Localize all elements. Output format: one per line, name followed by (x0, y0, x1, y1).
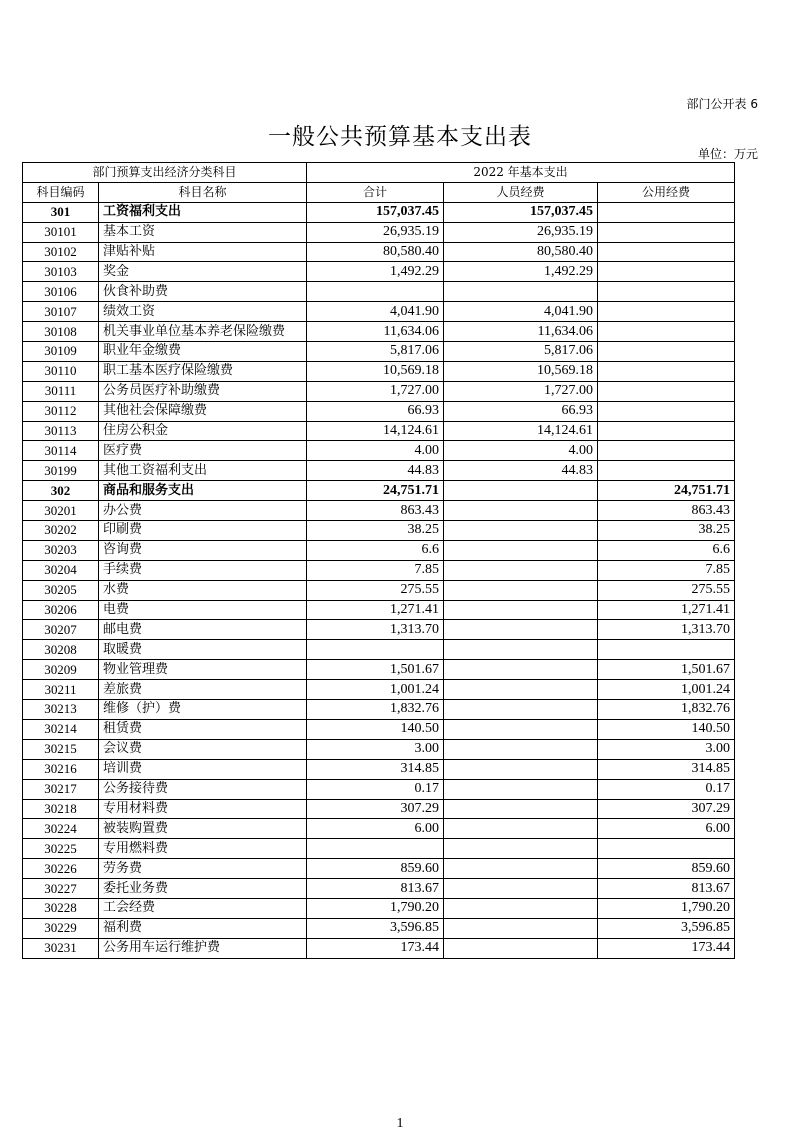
total-cell: 3.00 (307, 739, 444, 759)
name-cell: 公务员医疗补助缴费 (99, 381, 307, 401)
personnel-cell (444, 819, 598, 839)
personnel-cell (444, 540, 598, 560)
code-cell: 30204 (23, 560, 99, 580)
total-cell: 7.85 (307, 560, 444, 580)
personnel-cell: 4,041.90 (444, 302, 598, 322)
public-cell: 3.00 (598, 739, 735, 759)
personnel-cell (444, 799, 598, 819)
code-cell: 30231 (23, 938, 99, 958)
table-row (23, 501, 735, 521)
personnel-cell (444, 620, 598, 640)
name-cell: 基本工资 (99, 222, 307, 242)
name-cell: 其他社会保障缴费 (99, 401, 307, 421)
code-cell: 30228 (23, 898, 99, 918)
public-cell: 24,751.71 (598, 481, 735, 501)
total-cell: 1,790.20 (307, 898, 444, 918)
table-row (23, 839, 735, 859)
table-row (23, 401, 735, 421)
personnel-cell (444, 660, 598, 680)
code-cell: 30214 (23, 719, 99, 739)
table-row (23, 242, 735, 262)
name-cell: 住房公积金 (99, 421, 307, 441)
table-body (23, 202, 735, 958)
public-cell: 863.43 (598, 501, 735, 521)
table-row (23, 262, 735, 282)
personnel-cell: 80,580.40 (444, 242, 598, 262)
name-cell: 会议费 (99, 739, 307, 759)
personnel-cell: 5,817.06 (444, 342, 598, 362)
table-row (23, 560, 735, 580)
name-cell: 物业管理费 (99, 660, 307, 680)
name-cell: 其他工资福利支出 (99, 461, 307, 481)
personnel-cell: 1,492.29 (444, 262, 598, 282)
name-cell: 取暖费 (99, 640, 307, 660)
public-cell: 314.85 (598, 759, 735, 779)
total-cell: 1,001.24 (307, 680, 444, 700)
public-cell: 275.55 (598, 580, 735, 600)
table-row (23, 799, 735, 819)
budget-table (22, 162, 735, 959)
code-cell: 30199 (23, 461, 99, 481)
code-cell: 30213 (23, 700, 99, 720)
public-cell: 38.25 (598, 521, 735, 541)
table-row (23, 282, 735, 302)
table-row (23, 719, 735, 739)
public-cell (598, 839, 735, 859)
total-cell (307, 640, 444, 660)
total-cell: 1,313.70 (307, 620, 444, 640)
name-cell: 津贴补贴 (99, 242, 307, 262)
name-cell: 绩效工资 (99, 302, 307, 322)
code-cell: 30201 (23, 501, 99, 521)
personnel-cell: 4.00 (444, 441, 598, 461)
total-cell: 24,751.71 (307, 481, 444, 501)
total-cell: 140.50 (307, 719, 444, 739)
name-cell: 被装购置费 (99, 819, 307, 839)
total-cell: 1,271.41 (307, 600, 444, 620)
personnel-cell (444, 879, 598, 899)
personnel-cell: 14,124.61 (444, 421, 598, 441)
table-row (23, 580, 735, 600)
total-cell: 173.44 (307, 938, 444, 958)
total-cell: 307.29 (307, 799, 444, 819)
total-cell: 813.67 (307, 879, 444, 899)
total-cell: 0.17 (307, 779, 444, 799)
group-header-classification: 部门预算支出经济分类科目 (23, 163, 307, 183)
table-row (23, 680, 735, 700)
code-cell: 30109 (23, 342, 99, 362)
public-cell (598, 640, 735, 660)
table-row (23, 779, 735, 799)
code-cell: 30110 (23, 361, 99, 381)
name-cell: 印刷费 (99, 521, 307, 541)
column-header-personnel: 人员经费 (444, 182, 598, 202)
name-cell: 租赁费 (99, 719, 307, 739)
name-cell: 公务用车运行维护费 (99, 938, 307, 958)
public-cell (598, 441, 735, 461)
public-cell: 1,313.70 (598, 620, 735, 640)
public-cell: 859.60 (598, 859, 735, 879)
public-cell: 307.29 (598, 799, 735, 819)
name-cell: 职工基本医疗保险缴费 (99, 361, 307, 381)
public-cell (598, 242, 735, 262)
total-cell: 4,041.90 (307, 302, 444, 322)
personnel-cell (444, 521, 598, 541)
code-cell: 30224 (23, 819, 99, 839)
table-row (23, 759, 735, 779)
table-row (23, 700, 735, 720)
public-cell: 1,001.24 (598, 680, 735, 700)
personnel-cell: 157,037.45 (444, 202, 598, 222)
total-cell: 157,037.45 (307, 202, 444, 222)
name-cell: 工资福利支出 (99, 202, 307, 222)
code-cell: 30108 (23, 322, 99, 342)
personnel-cell (444, 898, 598, 918)
personnel-cell (444, 560, 598, 580)
code-cell: 302 (23, 481, 99, 501)
code-cell: 30101 (23, 222, 99, 242)
table-row (23, 342, 735, 362)
table-row (23, 938, 735, 958)
public-cell (598, 302, 735, 322)
table-row (23, 222, 735, 242)
personnel-cell: 26,935.19 (444, 222, 598, 242)
total-cell: 80,580.40 (307, 242, 444, 262)
name-cell: 邮电费 (99, 620, 307, 640)
public-cell: 173.44 (598, 938, 735, 958)
code-cell: 30103 (23, 262, 99, 282)
total-cell: 6.00 (307, 819, 444, 839)
page-number: 1 (396, 1116, 404, 1131)
page-title: 一般公共预算基本支出表 (268, 124, 532, 150)
personnel-cell: 10,569.18 (444, 361, 598, 381)
personnel-cell (444, 938, 598, 958)
name-cell: 机关事业单位基本养老保险缴费 (99, 322, 307, 342)
personnel-cell (444, 918, 598, 938)
code-cell: 30114 (23, 441, 99, 461)
column-header-public: 公用经费 (598, 182, 735, 202)
public-cell (598, 381, 735, 401)
personnel-cell: 66.93 (444, 401, 598, 421)
public-cell: 3,596.85 (598, 918, 735, 938)
public-cell: 1,501.67 (598, 660, 735, 680)
code-cell: 301 (23, 202, 99, 222)
public-cell: 1,832.76 (598, 700, 735, 720)
name-cell: 专用燃料费 (99, 839, 307, 859)
name-cell: 公务接待费 (99, 779, 307, 799)
code-cell: 30112 (23, 401, 99, 421)
name-cell: 咨询费 (99, 540, 307, 560)
unit-label: 单位：万元 (697, 147, 758, 161)
name-cell: 劳务费 (99, 859, 307, 879)
total-cell: 1,832.76 (307, 700, 444, 720)
total-cell (307, 282, 444, 302)
name-cell: 商品和服务支出 (99, 481, 307, 501)
name-cell: 电费 (99, 600, 307, 620)
table-row (23, 660, 735, 680)
table-row (23, 879, 735, 899)
total-cell: 1,492.29 (307, 262, 444, 282)
total-cell: 11,634.06 (307, 322, 444, 342)
total-cell: 314.85 (307, 759, 444, 779)
code-cell: 30227 (23, 879, 99, 899)
code-cell: 30216 (23, 759, 99, 779)
group-header-basic-expenditure: 2022 年基本支出 (307, 163, 735, 183)
code-cell: 30206 (23, 600, 99, 620)
code-cell: 30111 (23, 381, 99, 401)
code-cell: 30205 (23, 580, 99, 600)
name-cell: 手续费 (99, 560, 307, 580)
total-cell: 275.55 (307, 580, 444, 600)
table-row (23, 202, 735, 222)
name-cell: 委托业务费 (99, 879, 307, 899)
code-cell: 30208 (23, 640, 99, 660)
public-cell: 7.85 (598, 560, 735, 580)
public-cell (598, 421, 735, 441)
personnel-cell: 1,727.00 (444, 381, 598, 401)
public-cell (598, 262, 735, 282)
name-cell: 奖金 (99, 262, 307, 282)
table-row (23, 381, 735, 401)
total-cell: 3,596.85 (307, 918, 444, 938)
table-row (23, 302, 735, 322)
personnel-cell (444, 580, 598, 600)
personnel-cell (444, 481, 598, 501)
code-cell: 30107 (23, 302, 99, 322)
public-cell (598, 461, 735, 481)
total-cell: 26,935.19 (307, 222, 444, 242)
total-cell: 66.93 (307, 401, 444, 421)
name-cell: 专用材料费 (99, 799, 307, 819)
table-row (23, 918, 735, 938)
public-cell (598, 361, 735, 381)
total-cell: 859.60 (307, 859, 444, 879)
name-cell: 差旅费 (99, 680, 307, 700)
code-cell: 30209 (23, 660, 99, 680)
table-row (23, 361, 735, 381)
personnel-cell (444, 680, 598, 700)
table-row (23, 421, 735, 441)
total-cell: 38.25 (307, 521, 444, 541)
table-row (23, 481, 735, 501)
public-cell (598, 401, 735, 421)
code-cell: 30217 (23, 779, 99, 799)
table-row (23, 640, 735, 660)
table-row (23, 859, 735, 879)
personnel-cell: 11,634.06 (444, 322, 598, 342)
public-cell: 140.50 (598, 719, 735, 739)
total-cell: 1,727.00 (307, 381, 444, 401)
column-header-total: 合计 (307, 182, 444, 202)
public-cell: 1,271.41 (598, 600, 735, 620)
personnel-cell (444, 759, 598, 779)
personnel-cell (444, 839, 598, 859)
personnel-cell (444, 859, 598, 879)
public-cell (598, 322, 735, 342)
form-number: 部门公开表 6 (686, 97, 758, 111)
code-cell: 30215 (23, 739, 99, 759)
personnel-cell (444, 640, 598, 660)
name-cell: 培训费 (99, 759, 307, 779)
table-row (23, 540, 735, 560)
public-cell (598, 202, 735, 222)
name-cell: 伙食补助费 (99, 282, 307, 302)
code-cell: 30229 (23, 918, 99, 938)
table-row (23, 620, 735, 640)
total-cell: 10,569.18 (307, 361, 444, 381)
table-row (23, 898, 735, 918)
public-cell (598, 342, 735, 362)
personnel-cell (444, 501, 598, 521)
total-cell: 6.6 (307, 540, 444, 560)
table-row (23, 819, 735, 839)
total-cell: 5,817.06 (307, 342, 444, 362)
public-cell: 813.67 (598, 879, 735, 899)
public-cell: 0.17 (598, 779, 735, 799)
public-cell: 6.00 (598, 819, 735, 839)
code-cell: 30203 (23, 540, 99, 560)
total-cell (307, 839, 444, 859)
personnel-cell (444, 600, 598, 620)
code-cell: 30102 (23, 242, 99, 262)
code-cell: 30202 (23, 521, 99, 541)
total-cell: 4.00 (307, 441, 444, 461)
code-cell: 30218 (23, 799, 99, 819)
name-cell: 工会经费 (99, 898, 307, 918)
public-cell: 1,790.20 (598, 898, 735, 918)
name-cell: 维修（护）费 (99, 700, 307, 720)
total-cell: 863.43 (307, 501, 444, 521)
personnel-cell (444, 282, 598, 302)
column-header-code: 科目编码 (23, 182, 99, 202)
public-cell (598, 282, 735, 302)
code-cell: 30226 (23, 859, 99, 879)
personnel-cell: 44.83 (444, 461, 598, 481)
table-row (23, 461, 735, 481)
code-cell: 30207 (23, 620, 99, 640)
personnel-cell (444, 700, 598, 720)
name-cell: 水费 (99, 580, 307, 600)
name-cell: 办公费 (99, 501, 307, 521)
table-row (23, 521, 735, 541)
public-cell: 6.6 (598, 540, 735, 560)
code-cell: 30113 (23, 421, 99, 441)
name-cell: 福利费 (99, 918, 307, 938)
total-cell: 14,124.61 (307, 421, 444, 441)
personnel-cell (444, 739, 598, 759)
name-cell: 医疗费 (99, 441, 307, 461)
name-cell: 职业年金缴费 (99, 342, 307, 362)
table-row (23, 739, 735, 759)
total-cell: 1,501.67 (307, 660, 444, 680)
table-row (23, 322, 735, 342)
personnel-cell (444, 779, 598, 799)
column-header-name: 科目名称 (99, 182, 307, 202)
total-cell: 44.83 (307, 461, 444, 481)
public-cell (598, 222, 735, 242)
personnel-cell (444, 719, 598, 739)
code-cell: 30211 (23, 680, 99, 700)
table-row (23, 441, 735, 461)
code-cell: 30106 (23, 282, 99, 302)
table-row (23, 600, 735, 620)
code-cell: 30225 (23, 839, 99, 859)
